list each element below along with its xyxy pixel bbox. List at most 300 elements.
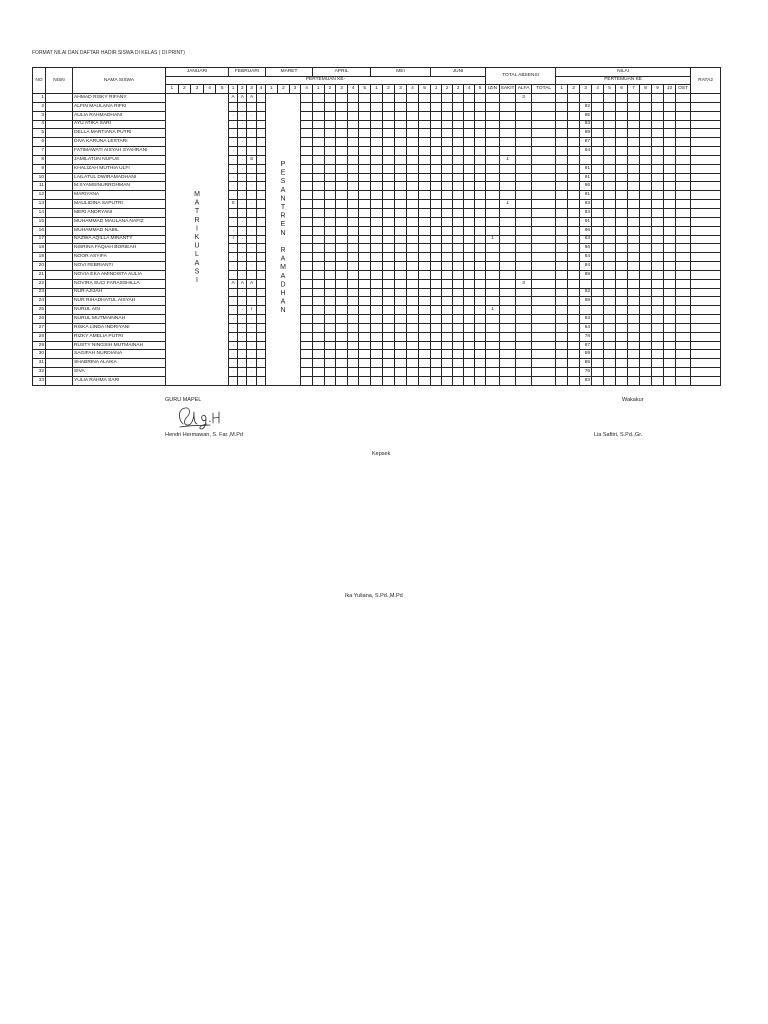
- attendance-mark: [475, 332, 486, 341]
- nilai-pertemuan-2: [568, 262, 580, 271]
- rata2-cell: [691, 102, 721, 111]
- nilai-pertemuan-4: [592, 262, 604, 271]
- attendance-mark: [383, 288, 395, 297]
- student-row: [33, 235, 721, 244]
- meeting-number: 4: [464, 85, 475, 94]
- attendance-mark: [464, 377, 475, 386]
- nilai-pertemuan-7: [628, 94, 640, 103]
- nilai-pertemuan-5: [604, 200, 616, 209]
- attendance-mark: [453, 350, 464, 359]
- header-absensi-izin: IZIN: [486, 85, 500, 94]
- attendance-mark: [347, 217, 359, 226]
- student-row: [33, 120, 721, 129]
- attendance-mark: .: [238, 350, 247, 359]
- attendance-mark: [431, 235, 442, 244]
- attendance-mark: [336, 323, 348, 332]
- nilai-pertemuan-6: [616, 147, 628, 156]
- nilai-pertemuan-4: [592, 288, 604, 297]
- absensi-sakit: [500, 235, 516, 244]
- nisn-cell: [46, 208, 73, 217]
- attendance-mark: [407, 129, 419, 138]
- absensi-izin: [486, 253, 500, 262]
- nilai-pertemuan-ost: [676, 253, 691, 262]
- student-name: FATIMAWATI AISYAH SYAHRANI: [73, 147, 166, 156]
- attendance-mark: [359, 182, 371, 191]
- nilai-pertemuan-6: [616, 315, 628, 324]
- nilai-pertemuan-5: [604, 155, 616, 164]
- nilai-pertemuan-10: [664, 102, 676, 111]
- attendance-mark: [371, 297, 383, 306]
- attendance-mark: [475, 368, 486, 377]
- absensi-total: [532, 279, 556, 288]
- attendance-mark: [359, 235, 371, 244]
- attendance-mark: [383, 332, 395, 341]
- absensi-sakit: [500, 138, 516, 147]
- meeting-number: 5: [419, 85, 431, 94]
- attendance-mark: [359, 217, 371, 226]
- attendance-mark: [324, 253, 336, 262]
- absensi-alfa: [516, 129, 532, 138]
- attendance-mark: [442, 341, 453, 350]
- month-header-april: APRIL: [313, 68, 371, 77]
- nilai-pertemuan-8: [640, 377, 652, 386]
- attendance-mark: [442, 244, 453, 253]
- attendance-mark: [431, 341, 442, 350]
- attendance-mark: [464, 173, 475, 182]
- nilai-pertemuan-2: [568, 297, 580, 306]
- attendance-mark: [419, 164, 431, 173]
- attendance-mark: [359, 359, 371, 368]
- attendance-mark: [256, 262, 265, 271]
- nilai-pertemuan-1: [556, 359, 568, 368]
- attendance-mark: [419, 323, 431, 332]
- attendance-mark: .: [238, 191, 247, 200]
- nilai-pertemuan-6: [616, 350, 628, 359]
- nisn-cell: [46, 368, 73, 377]
- nilai-pertemuan-7: [628, 235, 640, 244]
- attendance-mark: [383, 270, 395, 279]
- nilai-pertemuan-10: [664, 226, 676, 235]
- meeting-number: 5: [359, 85, 371, 94]
- nilai-pertemuan-2: [568, 235, 580, 244]
- absensi-izin: [486, 173, 500, 182]
- attendance-mark: [395, 244, 407, 253]
- nilai-pertemuan-6: [616, 138, 628, 147]
- attendance-mark: [395, 315, 407, 324]
- attendance-mark: [347, 270, 359, 279]
- attendance-mark: [371, 279, 383, 288]
- nilai-pertemuan-10: [664, 200, 676, 209]
- attendance-mark: [442, 164, 453, 173]
- nilai-pertemuan-4: [592, 102, 604, 111]
- attendance-mark: [475, 306, 486, 315]
- attendance-mark: [475, 155, 486, 164]
- absensi-alfa: [516, 368, 532, 377]
- nilai-pertemuan-9: [652, 147, 664, 156]
- student-name: NUR RIHADHATUL AISYAH: [73, 297, 166, 306]
- nilai-pertemuan-1: [556, 138, 568, 147]
- nilai-pertemuan-8: [640, 341, 652, 350]
- student-row: [33, 244, 721, 253]
- attendance-mark: [419, 368, 431, 377]
- header-nilai-pertemuan-10: 10: [664, 85, 676, 94]
- nilai-pertemuan-7: [628, 315, 640, 324]
- nisn-cell: [46, 244, 73, 253]
- attendance-mark: [395, 306, 407, 315]
- attendance-mark: [359, 288, 371, 297]
- attendance-mark: [313, 200, 325, 209]
- nilai-pertemuan-4: [592, 270, 604, 279]
- nilai-pertemuan-2: [568, 341, 580, 350]
- nilai-pertemuan-8: [640, 244, 652, 253]
- nilai-pertemuan-9: [652, 323, 664, 332]
- nilai-pertemuan-8: [640, 262, 652, 271]
- attendance-mark: [407, 217, 419, 226]
- rata2-cell: [691, 244, 721, 253]
- nilai-pertemuan-6: [616, 155, 628, 164]
- attendance-mark: [313, 288, 325, 297]
- attendance-mark: [359, 297, 371, 306]
- attendance-mark: [336, 191, 348, 200]
- row-number: 16: [33, 226, 46, 235]
- attendance-mark: [347, 147, 359, 156]
- attendance-mark: [313, 297, 325, 306]
- rata2-cell: [691, 200, 721, 209]
- nilai-pertemuan-2: [568, 111, 580, 120]
- attendance-mark: [313, 147, 325, 156]
- attendance-mark: .: [247, 332, 256, 341]
- nilai-pertemuan-7: [628, 155, 640, 164]
- attendance-mark: [301, 226, 313, 235]
- attendance-mark: [475, 244, 486, 253]
- attendance-mark: [256, 129, 265, 138]
- nilai-pertemuan-8: [640, 253, 652, 262]
- rata2-cell: [691, 226, 721, 235]
- nilai-pertemuan-10: [664, 253, 676, 262]
- attendance-mark: .: [238, 200, 247, 209]
- header-nilai-pertemuan-1: 1: [556, 85, 568, 94]
- attendance-mark: [371, 94, 383, 103]
- nilai-pertemuan-3: 89: [580, 350, 592, 359]
- attendance-mark: [431, 138, 442, 147]
- attendance-mark: [301, 235, 313, 244]
- nilai-pertemuan-3: 78: [580, 332, 592, 341]
- attendance-mark: .: [228, 208, 237, 217]
- attendance-mark: [453, 244, 464, 253]
- nilai-pertemuan-6: [616, 217, 628, 226]
- absensi-izin: [486, 341, 500, 350]
- nilai-pertemuan-10: [664, 288, 676, 297]
- absensi-alfa: [516, 323, 532, 332]
- attendance-mark: [336, 138, 348, 147]
- attendance-mark: [453, 270, 464, 279]
- attendance-mark: [453, 164, 464, 173]
- attendance-mark: [431, 270, 442, 279]
- nilai-pertemuan-7: [628, 111, 640, 120]
- absensi-alfa: [516, 200, 532, 209]
- attendance-mark: [347, 341, 359, 350]
- attendance-mark: [313, 120, 325, 129]
- nilai-pertemuan-5: [604, 297, 616, 306]
- nilai-pertemuan-1: [556, 191, 568, 200]
- attendance-mark: [464, 288, 475, 297]
- attendance-mark: [475, 182, 486, 191]
- attendance-mark: [371, 164, 383, 173]
- nilai-pertemuan-5: [604, 244, 616, 253]
- student-name: DELLA MARTIANA PUTRI: [73, 129, 166, 138]
- attendance-mark: [419, 155, 431, 164]
- row-number: 23: [33, 288, 46, 297]
- absensi-alfa: [516, 350, 532, 359]
- student-row: [33, 138, 721, 147]
- attendance-mark: S: [228, 200, 237, 209]
- nisn-cell: [46, 155, 73, 164]
- wakakur-label: Wakakur: [622, 396, 644, 403]
- attendance-mark: [419, 182, 431, 191]
- row-number: 22: [33, 279, 46, 288]
- nilai-pertemuan-8: [640, 111, 652, 120]
- nilai-pertemuan-ost: [676, 94, 691, 103]
- attendance-mark: [313, 332, 325, 341]
- attendance-mark: [419, 262, 431, 271]
- row-number: 32: [33, 368, 46, 377]
- attendance-mark: [301, 182, 313, 191]
- student-row: [33, 147, 721, 156]
- nilai-pertemuan-7: [628, 102, 640, 111]
- attendance-mark: [313, 306, 325, 315]
- nilai-pertemuan-5: [604, 359, 616, 368]
- nilai-pertemuan-ost: [676, 244, 691, 253]
- nisn-cell: [46, 191, 73, 200]
- absensi-izin: [486, 138, 500, 147]
- nilai-pertemuan-3: 91: [580, 217, 592, 226]
- nilai-pertemuan-ost: [676, 191, 691, 200]
- nilai-pertemuan-1: [556, 200, 568, 209]
- absensi-alfa: [516, 288, 532, 297]
- student-row: [33, 288, 721, 297]
- attendance-mark: [359, 164, 371, 173]
- header-absensi-alfa: ALFA: [516, 85, 532, 94]
- attendance-mark: [324, 368, 336, 377]
- nilai-pertemuan-4: [592, 120, 604, 129]
- nilai-pertemuan-10: [664, 297, 676, 306]
- absensi-total: [532, 323, 556, 332]
- nilai-pertemuan-7: [628, 306, 640, 315]
- student-name: MUHAMMAD MAULANA NAFIZ: [73, 217, 166, 226]
- attendance-mark: .: [238, 111, 247, 120]
- attendance-mark: [336, 315, 348, 324]
- attendance-mark: [475, 191, 486, 200]
- rata2-cell: [691, 155, 721, 164]
- attendance-mark: [442, 262, 453, 271]
- nilai-pertemuan-10: [664, 270, 676, 279]
- nisn-cell: [46, 102, 73, 111]
- attendance-mark: [336, 279, 348, 288]
- attendance-mark: [371, 306, 383, 315]
- attendance-mark: [475, 120, 486, 129]
- attendance-mark: [419, 138, 431, 147]
- attendance-mark: A: [228, 94, 237, 103]
- nilai-pertemuan-8: [640, 297, 652, 306]
- nilai-pertemuan-3: 84: [580, 253, 592, 262]
- rata2-cell: [691, 191, 721, 200]
- nilai-pertemuan-6: [616, 191, 628, 200]
- attendance-mark: [407, 164, 419, 173]
- attendance-mark: [256, 94, 265, 103]
- nilai-pertemuan-3: 83: [580, 120, 592, 129]
- absensi-izin: [486, 129, 500, 138]
- attendance-mark: .: [228, 217, 237, 226]
- attendance-mark: S: [247, 155, 256, 164]
- attendance-mark: [442, 253, 453, 262]
- nilai-pertemuan-5: [604, 279, 616, 288]
- attendance-mark: [407, 297, 419, 306]
- nilai-pertemuan-4: [592, 94, 604, 103]
- student-row: [33, 182, 721, 191]
- attendance-mark: .: [247, 120, 256, 129]
- nilai-pertemuan-ost: [676, 359, 691, 368]
- nilai-pertemuan-2: [568, 270, 580, 279]
- header-nama-siswa: NAMA SISWA: [73, 68, 166, 94]
- nilai-pertemuan-3: [580, 306, 592, 315]
- student-row: [33, 270, 721, 279]
- attendance-mark: [256, 182, 265, 191]
- attendance-mark: [453, 377, 464, 386]
- absensi-izin: [486, 111, 500, 120]
- attendance-mark: [431, 377, 442, 386]
- absensi-sakit: [500, 244, 516, 253]
- attendance-mark: [324, 147, 336, 156]
- attendance-mark: [324, 164, 336, 173]
- nilai-pertemuan-5: [604, 208, 616, 217]
- attendance-mark: .: [247, 182, 256, 191]
- attendance-mark: [359, 208, 371, 217]
- kepsek-label: Kepsek: [372, 450, 391, 457]
- nilai-pertemuan-10: [664, 164, 676, 173]
- nilai-pertemuan-10: [664, 208, 676, 217]
- nilai-pertemuan-4: [592, 129, 604, 138]
- student-name: SHABRINA ALAIKA: [73, 359, 166, 368]
- attendance-mark: [442, 332, 453, 341]
- nilai-pertemuan-6: [616, 359, 628, 368]
- attendance-mark: .: [238, 359, 247, 368]
- attendance-mark: [453, 315, 464, 324]
- header-no: NO: [33, 68, 46, 94]
- student-name: DIVA KARUNA LESTARI: [73, 138, 166, 147]
- nisn-cell: [46, 138, 73, 147]
- attendance-mark: [464, 306, 475, 315]
- nilai-pertemuan-2: [568, 253, 580, 262]
- student-row: [33, 332, 721, 341]
- attendance-mark: [395, 359, 407, 368]
- attendance-mark: [371, 129, 383, 138]
- nilai-pertemuan-2: [568, 244, 580, 253]
- attendance-mark: [313, 164, 325, 173]
- student-row: [33, 111, 721, 120]
- absensi-total: [532, 226, 556, 235]
- attendance-mark: [324, 323, 336, 332]
- attendance-mark: [431, 332, 442, 341]
- nilai-pertemuan-1: [556, 94, 568, 103]
- absensi-izin: [486, 315, 500, 324]
- nilai-pertemuan-ost: [676, 147, 691, 156]
- nilai-pertemuan-6: [616, 226, 628, 235]
- attendance-mark: [453, 332, 464, 341]
- nisn-cell: [46, 147, 73, 156]
- attendance-mark: [442, 200, 453, 209]
- attendance-mark: [453, 297, 464, 306]
- attendance-mark: [301, 217, 313, 226]
- meeting-number: 2: [278, 85, 290, 94]
- nilai-pertemuan-3: 84: [580, 208, 592, 217]
- absensi-alfa: [516, 270, 532, 279]
- absensi-total: [532, 270, 556, 279]
- nilai-pertemuan-6: [616, 120, 628, 129]
- nilai-pertemuan-4: [592, 235, 604, 244]
- attendance-mark: [256, 377, 265, 386]
- attendance-mark: [475, 129, 486, 138]
- attendance-mark: .: [238, 377, 247, 386]
- attendance-mark: [324, 359, 336, 368]
- row-number: 2: [33, 102, 46, 111]
- nilai-pertemuan-ost: [676, 164, 691, 173]
- nilai-pertemuan-5: [604, 235, 616, 244]
- attendance-mark: .: [247, 200, 256, 209]
- attendance-mark: [301, 111, 313, 120]
- attendance-mark: [464, 208, 475, 217]
- nilai-pertemuan-9: [652, 306, 664, 315]
- attendance-mark: [464, 297, 475, 306]
- absensi-sakit: [500, 315, 516, 324]
- nilai-pertemuan-5: [604, 368, 616, 377]
- nisn-cell: [46, 262, 73, 271]
- nilai-pertemuan-1: [556, 111, 568, 120]
- nilai-pertemuan-ost: [676, 332, 691, 341]
- nilai-pertemuan-7: [628, 208, 640, 217]
- attendance-mark: [475, 288, 486, 297]
- attendance-mark: [256, 288, 265, 297]
- attendance-mark: [313, 191, 325, 200]
- nilai-pertemuan-3: 88: [580, 297, 592, 306]
- attendance-mark: [419, 235, 431, 244]
- attendance-mark: [442, 129, 453, 138]
- student-name: AULIA RAHMADHANI: [73, 111, 166, 120]
- attendance-mark: [475, 102, 486, 111]
- absensi-alfa: [516, 120, 532, 129]
- attendance-mark: [395, 350, 407, 359]
- student-row: [33, 94, 721, 103]
- nilai-pertemuan-5: [604, 120, 616, 129]
- attendance-mark: [407, 262, 419, 271]
- rata2-cell: [691, 129, 721, 138]
- attendance-mark: .: [238, 182, 247, 191]
- nilai-pertemuan-7: [628, 323, 640, 332]
- attendance-mark: [431, 94, 442, 103]
- attendance-mark: .: [247, 270, 256, 279]
- attendance-mark: .: [247, 297, 256, 306]
- absensi-sakit: [500, 226, 516, 235]
- attendance-mark: [453, 368, 464, 377]
- nilai-pertemuan-2: [568, 226, 580, 235]
- attendance-mark: [313, 102, 325, 111]
- nilai-pertemuan-10: [664, 332, 676, 341]
- nilai-pertemuan-6: [616, 288, 628, 297]
- rata2-cell: [691, 341, 721, 350]
- attendance-mark: [313, 270, 325, 279]
- row-number: 31: [33, 359, 46, 368]
- attendance-mark: .: [247, 147, 256, 156]
- nisn-cell: [46, 120, 73, 129]
